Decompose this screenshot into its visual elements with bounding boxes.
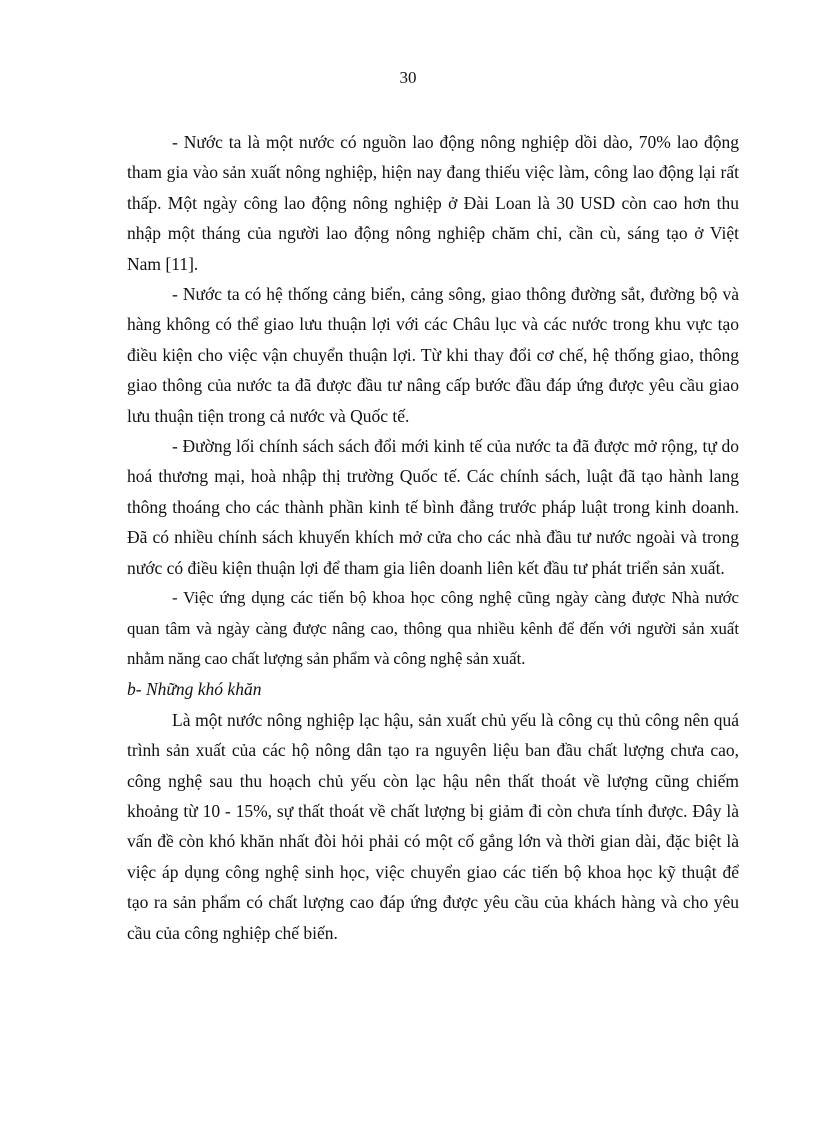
- paragraph-transport: - Nước ta có hệ thống cảng biển, cảng sông, giao thông đường sắt, đường bộ và hàng không có thể giao lưu thuận lợi với các Châu lục và các nước trong khu vực tạo điều kiện cho việc vận chuyển thuận lợi. Từ khi thay đổi cơ chế, hệ thống giao, thông giao thông của nước ta đã được đầu tư nâng cấp bước đầu đáp ứng được yêu cầu giao lưu thuận tiện trong cả nước và Quốc tế.: [127, 284, 739, 426]
- body-text: [127, 127, 739, 948]
- page-number: 30: [399, 68, 417, 87]
- section-subheading: b- Những khó khăn: [127, 679, 262, 700]
- paragraph-labor: - Nước ta là một nước có nguồn lao động nông nghiệp dồi dào, 70% lao động tham gia vào sản xuất nông nghiệp, hiện nay đang thiếu việc làm, công lao động lại rất thấp. Một ngày công lao động nông nghiệp ở Đài Loan là 30 USD còn cao hơn thu nhập một tháng của người lao động nông nghiệp chăm chỉ, cần cù, sáng tạo ở Việt Nam [11].: [127, 132, 739, 274]
- paragraph-difficulties: Là một nước nông nghiệp lạc hậu, sản xuất chủ yếu là công cụ thủ công nên quá trình sản xuất của các hộ nông dân tạo ra nguyên liệu ban đầu chất lượng chưa cao, công nghệ sau thu hoạch chủ yếu còn lạc hậu nên thất thoát về lượng cũng chiếm khoảng từ 10 - 15%, sự thất thoát về chất lượng bị giảm đi còn chưa tính được. Đây là vấn đề còn khó khăn nhất đòi hỏi phải có một cố gắng lớn và thời gian dài, đặc biệt là việc áp dụng công nghệ sinh học, việc chuyển giao các tiến bộ khoa học kỹ thuật để tạo ra sản phẩm có chất lượng cao đáp ứng được yêu cầu của khách hàng và cho yêu cầu của công nghiệp chế biến.: [127, 709, 739, 943]
- paragraph-technology: - Việc ứng dụng các tiến bộ khoa học công nghệ cũng ngày càng được Nhà nước quan tâm và ngày càng được nâng cao, thông qua nhiều kênh để đến với người sản xuất nhằm năng cao chất lượng sản phẩm và công nghệ sản xuất.: [127, 588, 739, 668]
- paragraph-policy: - Đường lối chính sách sách đổi mới kinh tế của nước ta đã được mở rộng, tự do hoá thương mại, hoà nhập thị trường Quốc tế. Các chính sách, luật đã tạo hành lang thông thoáng cho các thành phần kinh tế bình đẳng trước pháp luật trong kinh doanh. Đã có nhiều chính sách khuyến khích mở cửa cho các nhà đầu tư nước ngoài và trong nước có điều kiện thuận lợi để tham gia liên doanh liên kết đầu tư phát triển sản xuất.: [127, 436, 739, 578]
